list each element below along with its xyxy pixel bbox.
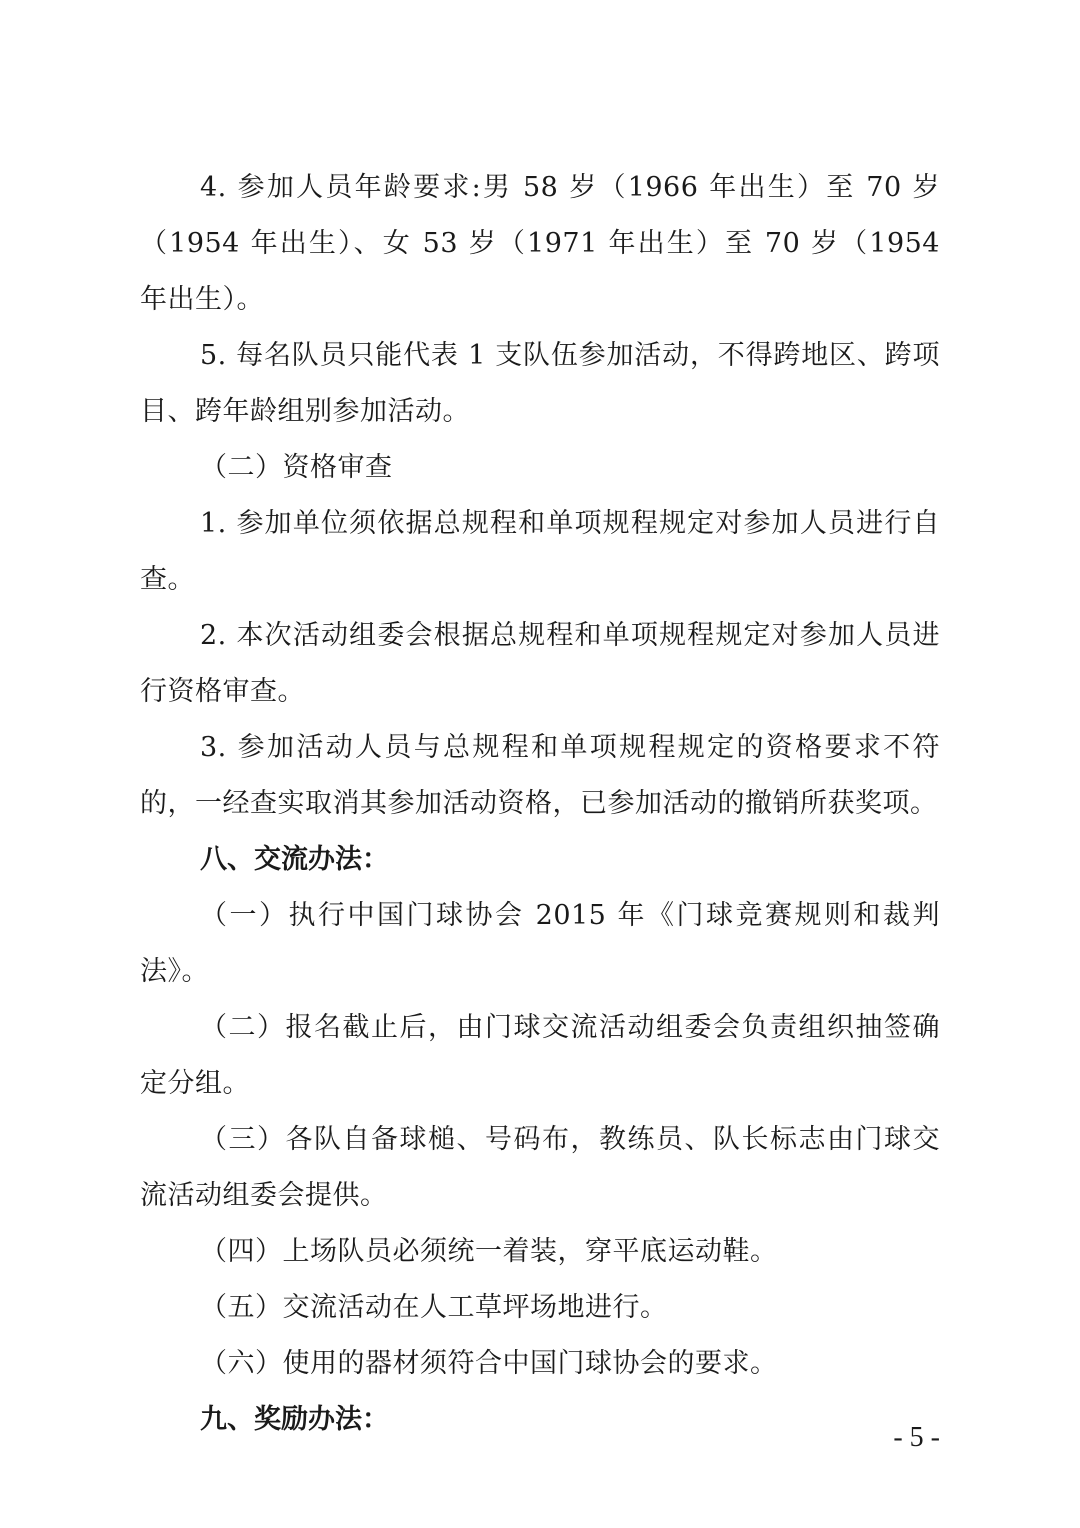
disqualification-paragraph: 3. 参加活动人员与总规程和单项规程规定的资格要求不符的，一经查实取消其参加活动资格，已参加活动的撤销所获奖项。 (140, 732, 940, 819)
page-number: - 5 - (893, 1422, 940, 1453)
committee-review-paragraph: 2. 本次活动组委会根据总规程和单项规程规定对参加人员进行资格审查。 (140, 620, 940, 707)
qualification-review-subheading: （二）资格审查 (200, 452, 393, 483)
equipment-paragraph: （三）各队自备球槌、号码布，教练员、队长标志由门球交流活动组委会提供。 (140, 1124, 940, 1211)
document-body (140, 160, 940, 1448)
uniform-paragraph: （四）上场队员必须统一着装，穿平底运动鞋。 (200, 1236, 778, 1267)
age-requirement-paragraph: 4. 参加人员年龄要求:男 58 岁（1966 年出生）至 70 岁（1954 年出生）、女 53 岁（1971 年出生）至 70 岁（1954 年出生）。 (140, 172, 940, 315)
rules-paragraph: （一）执行中国门球协会 2015 年《门球竞赛规则和裁判法》。 (140, 900, 940, 987)
draw-grouping-paragraph: （二）报名截止后，由门球交流活动组委会负责组织抽签确定分组。 (140, 1012, 940, 1099)
venue-paragraph: （五）交流活动在人工草坪场地进行。 (200, 1292, 668, 1323)
award-method-heading: 九、奖励办法： (200, 1404, 389, 1435)
equipment-standard-paragraph: （六）使用的器材须符合中国门球协会的要求。 (200, 1348, 778, 1379)
self-check-paragraph: 1. 参加单位须依据总规程和单项规程规定对参加人员进行自查。 (140, 508, 940, 595)
single-team-rule-paragraph: 5. 每名队员只能代表 1 支队伍参加活动，不得跨地区、跨项目、跨年龄组别参加活动。 (140, 340, 940, 427)
exchange-method-heading: 八、交流办法： (200, 844, 389, 875)
